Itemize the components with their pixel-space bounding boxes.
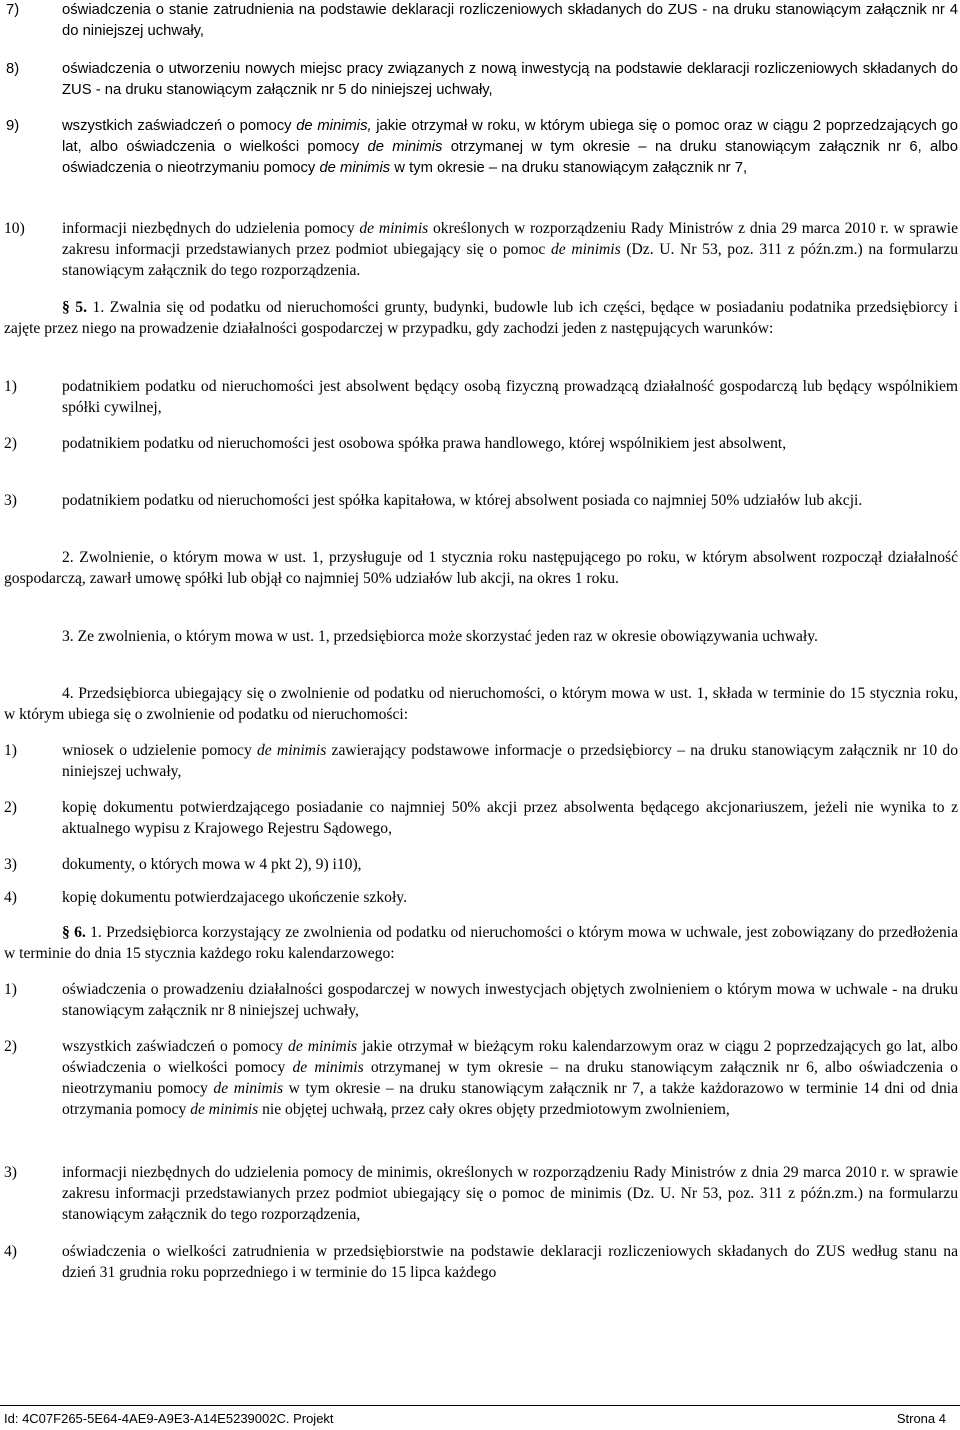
item-text: wszystkich zaświadczeń o pomocy de minimis, jakie otrzymał w roku, w którym ubiega się o pomoc oraz w ciągu 2 poprzedzających go lat, albo oświadczenia o wielkości pomocy de minimis otrzymanej w tym okresie – na druku stanowiącym załącznik nr 6, albo oświadczenia o nieotrzymaniu pomocy de minimis w tym okresie – na druku stanowiącym załącznik nr 7, (62, 118, 959, 176)
item-number: 10) (4, 220, 25, 237)
item-number: 8) (6, 61, 20, 77)
item-text: podatnikiem podatku od nieruchomości jest osobowa spółka prawa handlowego, której wspólnikiem jest absolwent, (62, 435, 787, 452)
item-text: oświadczenia o utworzeniu nowych miejsc pracy związanych z nową inwestycją na podstawie deklaracji rozliczeniowych składanych do ZUS - na druku stanowiącym załącznik nr 5 do niniejszej uchwały, (62, 61, 958, 98)
item-number: 2) (4, 435, 17, 452)
item-text: oświadczenia o stanie zatrudnienia na podstawie deklaracji rozliczeniowych składanych do ZUS - na druku stanowiącym załącznik nr 4 do niniejszej uchwały, (62, 2, 958, 39)
document-id: Id: 4C07F265-5E64-4AE9-A9E3-A14E5239002C. Projekt (4, 1411, 334, 1426)
section-5-item-3 (0, 490, 958, 511)
item-text: informacji niezbędnych do udzielenia pomocy de minimis, określonych w rozporządzeniu Rady Ministrów z dnia 29 marca 2010 r. w sprawie zakresu informacji przedstawianych przez podmiot ubiegający się o pomoc de minimis (Dz. U. Nr 53, poz. 311 z późn.zm.) na formularzu stanowiącym załącznik do tego rozporządzenia, (62, 1164, 958, 1223)
section-5-item-1 (0, 376, 958, 418)
item-number: 3) (4, 1164, 17, 1181)
section-5-ust-4-item-2 (0, 797, 958, 839)
item-number: 3) (4, 856, 17, 873)
section-5-ust-4-item-1 (0, 740, 958, 782)
section-6-item-3 (0, 1162, 958, 1225)
item-text: informacji niezbędnych do udzielenia pomocy de minimis określonych w rozporządzeniu Rady Ministrów z dnia 29 marca 2010 r. w sprawie zakresu informacji przedstawianych przez podmiot ubiegający się o pomoc de minimis (Dz. U. Nr 53, poz. 311 z późn.zm.) na formularzu stanowiącym załącznik do tego rozporządzenia. (62, 220, 958, 279)
item-number: 2) (4, 799, 17, 816)
item-text: oświadczenia o prowadzeniu działalności gospodarczej w nowych inwestycjach objętych zwolnieniem o którym mowa w uchwale - na druku stanowiącym załącznik nr 8 niniejszej uchwały, (62, 981, 958, 1019)
section-6-item-1 (0, 979, 958, 1021)
section-5-ust-3: 3. Ze zwolnienia, o którym mowa w ust. 1, przedsiębiorca może skorzystać jeden raz w okresie obowiązywania uchwały. (62, 628, 818, 645)
section-5-paragraph (4, 297, 958, 339)
item-text: kopię dokumentu potwierdzajacego ukończenie szkoły. (62, 889, 407, 906)
item-number: 1) (4, 742, 17, 759)
section-6-paragraph (4, 922, 958, 964)
item-number: 4) (4, 1243, 17, 1260)
item-text: podatnikiem podatku od nieruchomości jest spółka kapitałowa, w której absolwent posiada co najmniej 50% udziałów lub akcji. (62, 492, 863, 509)
item-number: 7) (6, 2, 20, 18)
item-number: 3) (4, 492, 17, 509)
item-text: dokumenty, o których mowa w 4 pkt 2), 9) i10), (62, 856, 362, 873)
section-5-ust-4-item-3 (0, 854, 958, 875)
section-5-ust-2: 2. Zwolnienie, o którym mowa w ust. 1, przysługuje od 1 stycznia roku następującego po roku, w którym absolwent rozpoczął działalność gospodarczą, zawarł umowę spółki lub objął co najmniej 50% udziałów lub akcji, na okres 1 roku. (4, 549, 958, 587)
item-number: 4) (4, 889, 17, 906)
section-5-text: 1. Zwalnia się od podatku od nieruchomości grunty, budynki, budowle lub ich części, będące w posiadaniu podatnika przedsiębiorcy i zajęte przez niego na prowadzenie działalności gospodarczej w przypadku, gdy zachodzi jeden z następujących warunków: (4, 299, 959, 337)
item-text: wszystkich zaświadczeń o pomocy de minimis jakie otrzymał w bieżącym roku kalendarzowym oraz w ciągu 2 poprzedzających go lat, albo oświadczenia o wielkości pomocy de minimis otrzymanej w tym okresie – na druku stanowiącym załącznik nr 6, albo oświadczenia o nieotrzymaniu pomocy de minimis w tym okresie – na druku stanowiącym załącznik nr 7, a także każdorazowo w terminie 14 dni od dnia otrzymania pomocy de minimis nie objętej uchwałą, przez cały okres objęty przedmiotowym zwolnieniem, (62, 1038, 958, 1118)
item-text: oświadczenia o wielkości zatrudnienia w przedsiębiorstwie na podstawie deklaracji rozliczeniowych składanych do ZUS według stanu na dzień 31 grudnia roku poprzedniego i w terminie do 15 lipca każdego (62, 1243, 958, 1281)
item-number: 1) (4, 981, 17, 998)
list-item-7 (0, 0, 958, 42)
page-footer (0, 1405, 960, 1429)
list-item-8 (0, 59, 958, 101)
page-number: Strona 4 (896, 1411, 946, 1426)
section-6-item-2 (0, 1036, 958, 1120)
item-number: 9) (6, 118, 20, 134)
item-text: podatnikiem podatku od nieruchomości jest absolwent będący osobą fizyczną prowadzącą działalność gospodarczą lub będący wspólnikiem spółki cywilnej, (62, 378, 958, 416)
item-text: wniosek o udzielenie pomocy de minimis zawierający podstawowe informacje o przedsiębiorcy – na druku stanowiącym załącznik nr 10 do niniejszej uchwały, (62, 742, 958, 780)
item-number: 1) (4, 378, 17, 395)
list-item-9 (0, 116, 958, 179)
section-6-item-4 (0, 1241, 958, 1283)
section-6-heading: § 6. (62, 924, 86, 941)
section-5-ust-4-item-4 (0, 887, 958, 908)
section-5-heading: § 5. (62, 299, 88, 316)
section-5-item-2 (0, 433, 958, 454)
section-6-text: 1. Przedsiębiorca korzystający ze zwolnienia od podatku od nieruchomości o którym mowa w uchwale, jest zobowiązany do przedłożenia w terminie do dnia 15 stycznia każdego roku kalendarzowego: (4, 924, 959, 962)
item-text: kopię dokumentu potwierdzającego posiadanie co najmniej 50% akcji przez absolwenta będącego akcjonariuszem, jeżeli nie wynika to z aktualnego wypisu z Krajowego Rejestru Sądowego, (62, 799, 958, 837)
item-number: 2) (4, 1038, 17, 1055)
section-5-ust-4: 4. Przedsiębiorca ubiegający się o zwolnienie od podatku od nieruchomości, o którym mowa w ust. 1, składa w terminie do 15 stycznia roku, w którym ubiega się o zwolnienie od podatku od nieruchomości: (4, 685, 958, 723)
list-item-10 (0, 218, 958, 281)
